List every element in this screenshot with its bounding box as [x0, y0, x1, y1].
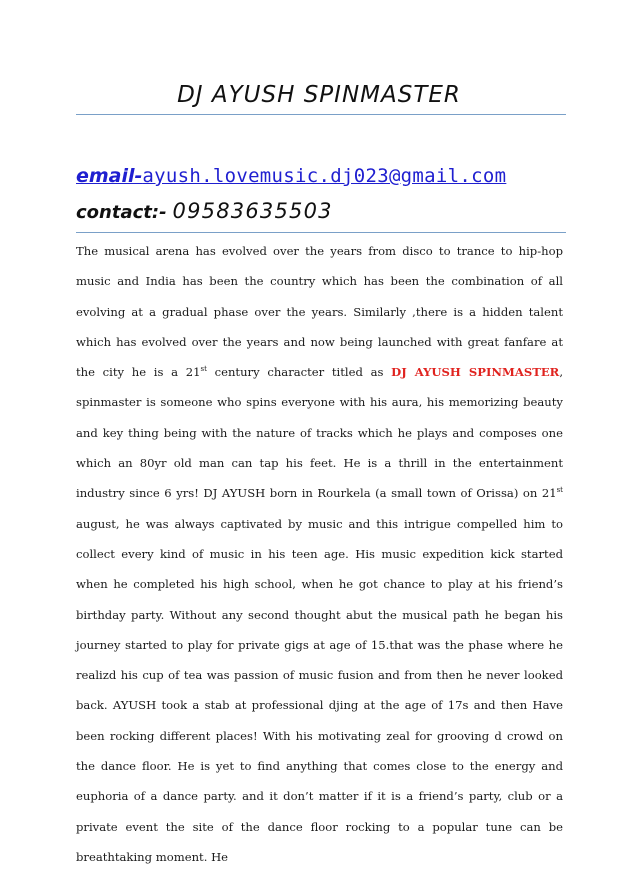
superscript: st	[556, 486, 563, 495]
body-paragraph	[76, 236, 563, 872]
contact-number: 09583635503	[172, 199, 333, 223]
email-line	[76, 161, 506, 190]
body-segment: , spinmaster is someone who spins everyone with his aura, his memorizing beauty and key thing being with the nature of tracks which he plays and composes one which an 80yr old man can tap his feet. He is a thrill in the entertainment industry since 6 yrs! DJ AYUSH born in Rourkela (a small town of Orissa) on 21	[76, 365, 564, 501]
contact-line	[76, 199, 333, 223]
body-segment: The musical arena has evolved over the years from disco to trance to hip-hop music and India has been the country which has been the combination of all evolving at a gradual phase over the years. Similarly ,there is a hidden talent which has evolved over the years and now being launched with great fanfare at the city he is a 21	[76, 244, 563, 380]
contact-divider	[76, 232, 566, 233]
superscript: st	[200, 365, 207, 374]
title-divider	[76, 114, 566, 115]
dj-name-highlight: DJ AYUSH SPINMASTER	[391, 365, 560, 380]
body-segment: august, he was always captivated by music and this intrigue compelled him to collect every kind of music in his teen age. His music expedition kick started when he completed his high school, when he got chance to play at his friend’s birthday party. Without any second thought abut the musical path he began his journey started to play for private gigs at age of 15.that was the phase where he realizd his cup of tea was passion of music fusion and from then he never looked back. AYUSH took a stab at professional djing at the age of 17s and then Have been rocking different places! With his motivating zeal for grooving d crowd on the dance floor. He is yet to find anything that comes close to the energy and euphoria of a dance party. and it don’t matter if it is a friend’s party, club or a private event the site of the dance floor rocking to a popular tune can be breathtaking moment. He	[76, 516, 563, 864]
body-segment: century character titled as	[206, 365, 392, 380]
email-link[interactable]: ayush.lovemusic.dj023@gmail.com	[142, 165, 507, 187]
email-label: email-	[76, 165, 143, 187]
document-title: DJ AYUSH SPINMASTER	[177, 82, 461, 108]
contact-label: contact:-	[76, 202, 167, 223]
